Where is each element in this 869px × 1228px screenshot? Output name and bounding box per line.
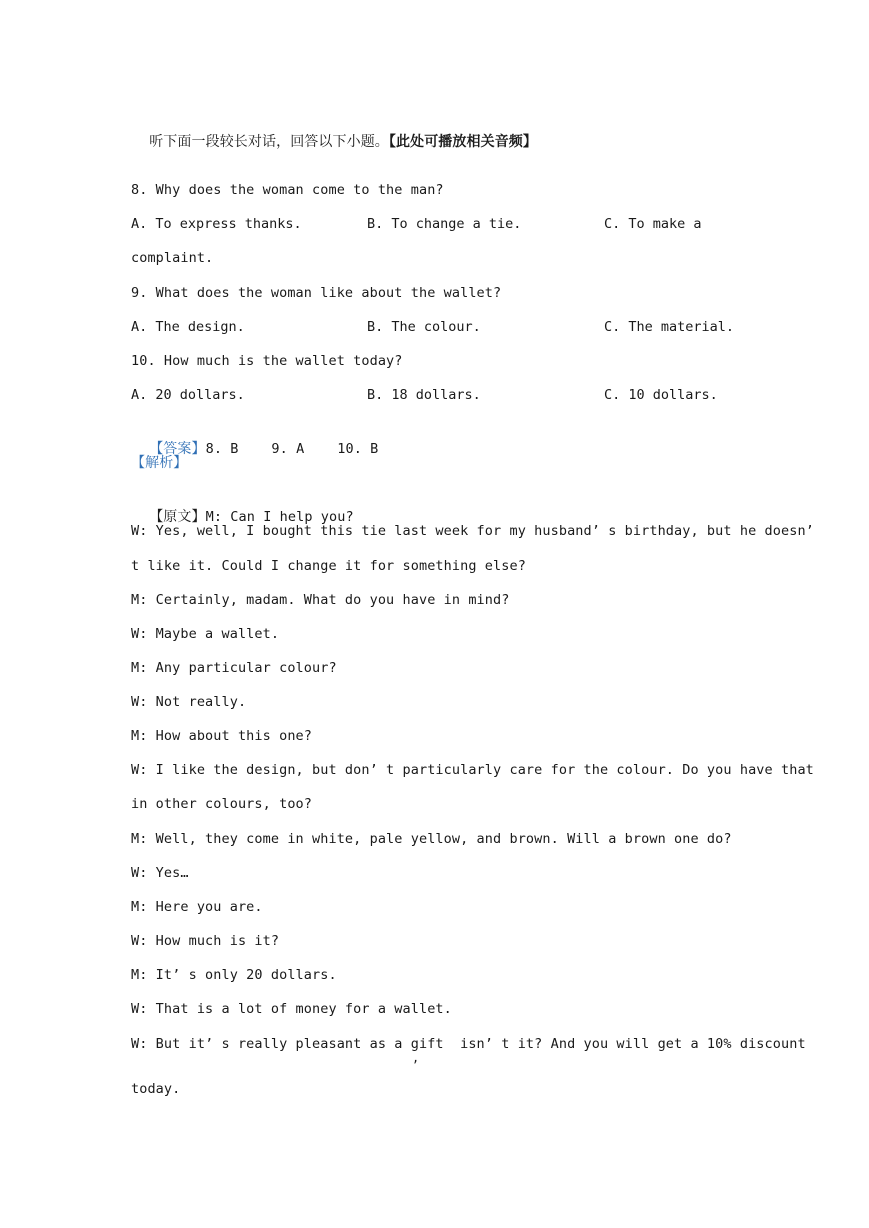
- question-10-option-b: B. 18 dollars.: [367, 387, 481, 403]
- question-8-stem: 8. Why does the woman come to the man?: [131, 182, 444, 198]
- transcript-line: W: Yes…: [131, 865, 189, 881]
- question-10-option-a: A. 20 dollars.: [131, 387, 245, 403]
- transcript-line: t like it. Could I change it for something else?: [131, 558, 526, 574]
- question-10-option-c: C. 10 dollars.: [604, 387, 718, 403]
- transcript-line: M: Any particular colour?: [131, 660, 337, 676]
- audio-tag: 【此处可播放相关音频】: [388, 134, 538, 150]
- answer-label: 【答案】: [149, 441, 206, 457]
- intro-text: 听下面一段较长对话，回答以下小题。: [149, 134, 389, 150]
- transcript-line: W: How much is it?: [131, 933, 280, 949]
- transcript-line: W: Not really.: [131, 694, 247, 710]
- transcript-line: W: I like the design, but don’ t particularly care for the colour. Do you have that: [131, 762, 814, 778]
- transcript-line: in other colours, too?: [131, 796, 313, 812]
- question-9-option-c: C. The material.: [604, 319, 735, 335]
- transcript-line: M: It’ s only 20 dollars.: [131, 967, 337, 983]
- transcript-line: M: Here you are.: [131, 899, 263, 915]
- transcript-line: M: Certainly, madam. What do you have in mind?: [131, 592, 510, 608]
- answer-text: 8. B 9. A 10. B: [205, 441, 379, 457]
- analysis-label: 【解析】: [131, 455, 188, 471]
- question-8-option-a: A. To express thanks.: [131, 216, 302, 232]
- stray-comma: ,: [412, 1051, 420, 1065]
- transcript-label: 【原文】: [149, 509, 206, 525]
- transcript-line: M: How about this one?: [131, 728, 313, 744]
- question-9-option-a: A. The design.: [131, 319, 245, 335]
- transcript-line: W: That is a lot of money for a wallet.: [131, 1001, 452, 1017]
- question-9-option-b: B. The colour.: [367, 319, 481, 335]
- question-10-stem: 10. How much is the wallet today?: [131, 353, 403, 369]
- transcript-line: W: Maybe a wallet.: [131, 626, 280, 642]
- question-8-option-c-wrap: complaint.: [131, 250, 214, 266]
- transcript-line: W: Yes, well, I bought this tie last week for my husband’ s birthday, but he doesn’: [131, 523, 814, 539]
- question-9-stem: 9. What does the woman like about the wallet?: [131, 285, 502, 301]
- section-intro: [131, 112, 537, 172]
- transcript-line: today.: [131, 1081, 181, 1097]
- transcript-line: W: But it’ s really pleasant as a gift isn’ t it? And you will get a 10% discount: [131, 1036, 806, 1052]
- transcript-line: M: Well, they come in white, pale yellow, and brown. Will a brown one do?: [131, 831, 732, 847]
- transcript-line: M: Can I help you?: [205, 509, 354, 525]
- question-8-option-b: B. To change a tie.: [367, 216, 522, 232]
- question-8-option-c: C. To make a: [604, 216, 702, 232]
